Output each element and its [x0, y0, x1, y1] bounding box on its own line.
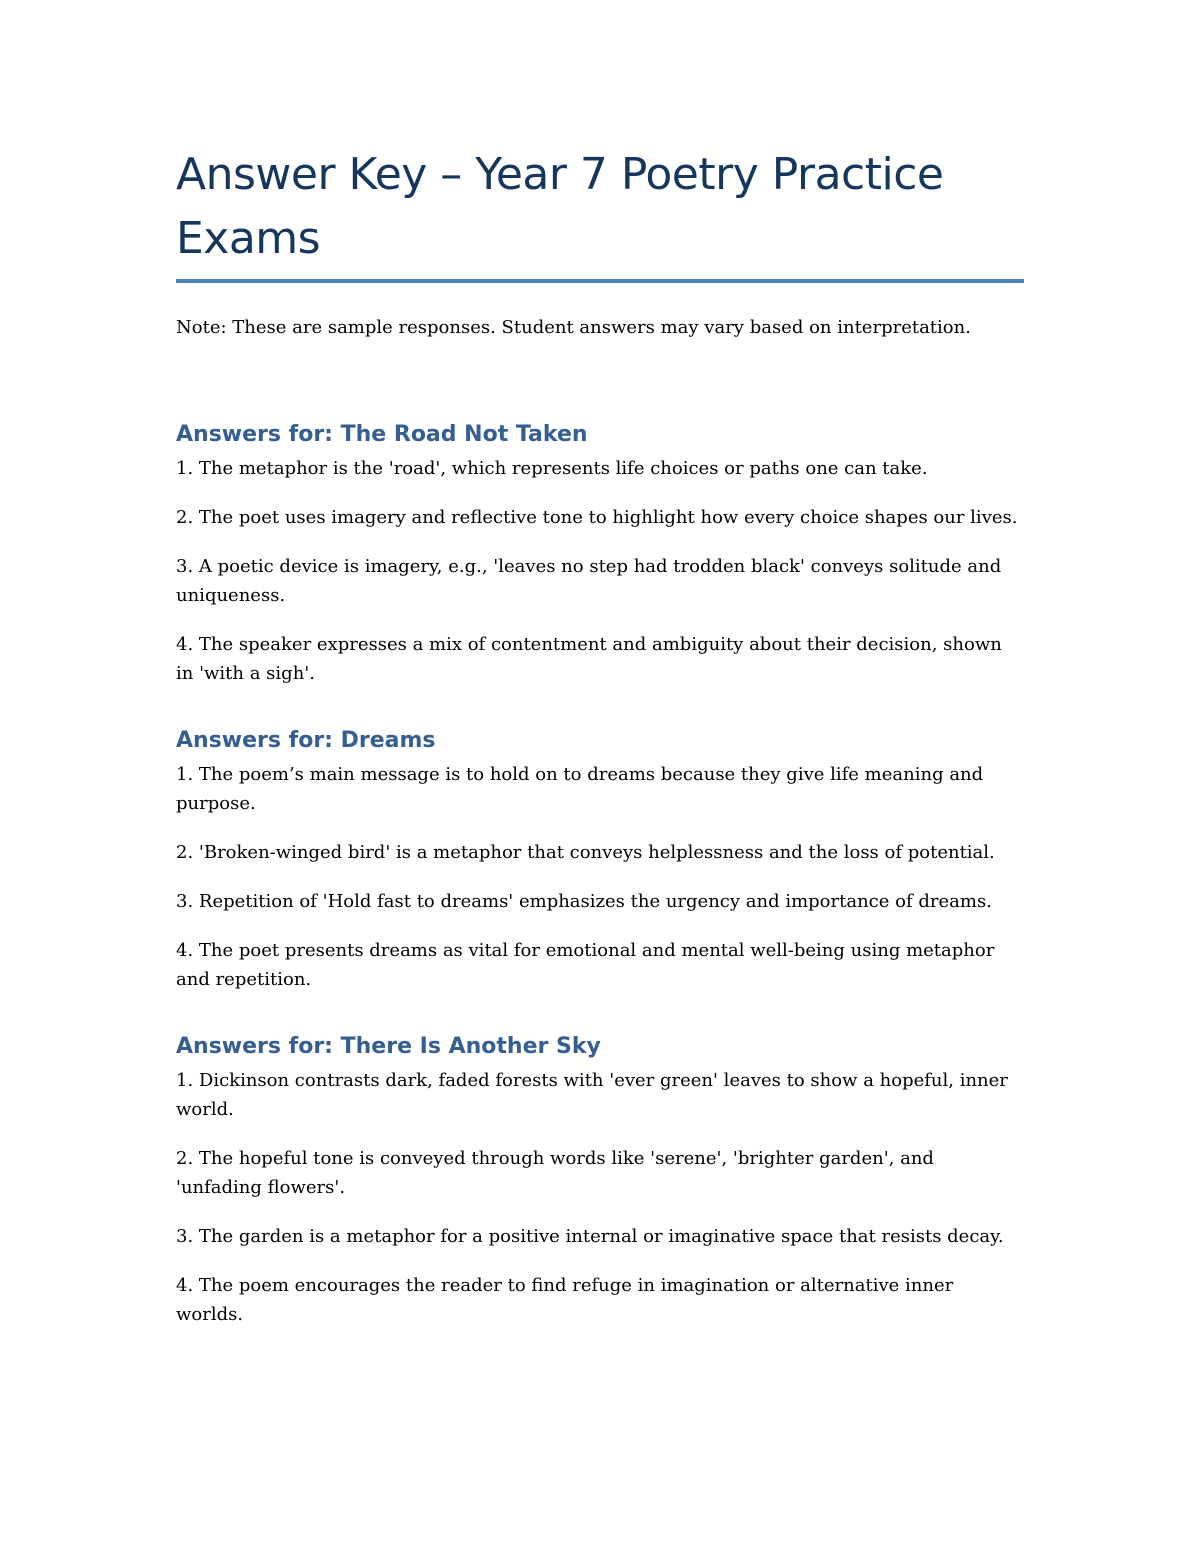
page-title: Answer Key – Year 7 Poetry Practice Exams — [176, 149, 944, 264]
answer-item: 3. The garden is a metaphor for a positive internal or imaginative space that resists decay. — [176, 1226, 1004, 1247]
note-text: Note: These are sample responses. Student answers may vary based on interpretation. — [176, 317, 971, 338]
section-road-not-taken — [176, 419, 1024, 688]
answer-item: 4. The speaker expresses a mix of contentment and ambiguity about their decision, shown in 'with a sigh'. — [176, 634, 1002, 684]
answer-item: 3. Repetition of 'Hold fast to dreams' emphasizes the urgency and importance of dreams. — [176, 891, 992, 912]
title-underline — [176, 279, 1024, 283]
answer-item: 2. 'Broken-winged bird' is a metaphor that conveys helplessness and the loss of potential. — [176, 842, 995, 863]
answer-item: 1. The metaphor is the 'road', which represents life choices or paths one can take. — [176, 458, 928, 479]
answer-item: 4. The poem encourages the reader to find refuge in imagination or alternative inner worlds. — [176, 1275, 954, 1325]
section-dreams — [176, 725, 1024, 994]
answer-item: 4. The poet presents dreams as vital for emotional and mental well-being using metaphor and repetition. — [176, 940, 995, 990]
section-heading: Answers for: There Is Another Sky — [176, 1034, 601, 1059]
answer-list — [176, 760, 1024, 994]
answer-item: 2. The hopeful tone is conveyed through words like 'serene', 'brighter garden', and 'unfading flowers'. — [176, 1148, 934, 1198]
answer-item: 1. Dickinson contrasts dark, faded forests with 'ever green' leaves to show a hopeful, inner world. — [176, 1070, 1008, 1120]
answer-list — [176, 1066, 1024, 1329]
section-another-sky — [176, 1031, 1024, 1329]
answer-item: 2. The poet uses imagery and reflective tone to highlight how every choice shapes our lives. — [176, 507, 1018, 528]
answer-list — [176, 454, 1024, 688]
answer-item: 3. A poetic device is imagery, e.g., 'leaves no step had trodden black' conveys solitude and uniqueness. — [176, 556, 1002, 606]
answer-item: 1. The poem’s main message is to hold on to dreams because they give life meaning and purpose. — [176, 764, 984, 814]
section-heading: Answers for: Dreams — [176, 728, 436, 753]
document-page — [176, 143, 1024, 1349]
section-heading: Answers for: The Road Not Taken — [176, 422, 588, 447]
